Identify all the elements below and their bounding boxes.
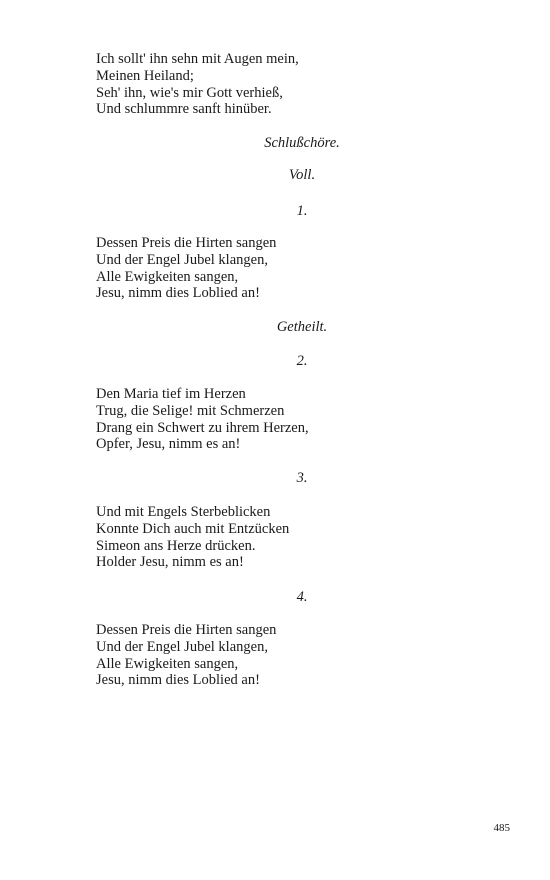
stanza-number: 2. [296,353,308,369]
verse-line: Simeon ans Herze drücken. [96,537,256,554]
stanza-number: 4. [296,589,308,605]
verse-line: Meinen Heiland; [96,67,194,84]
voice-direction-full: Voll. [288,167,316,183]
verse-line: Drang ein Schwert zu ihrem Herzen, [96,419,309,436]
verse-line: Holder Jesu, nimm es an! [96,554,244,571]
verse-line: Den Maria tief im Herzen [96,386,246,402]
verse-line: Ich sollt' ihn sehn mit Augen mein, [96,51,299,67]
page-number: 485 [493,822,510,834]
verse-line: Alle Ewigkeiten sangen, [96,655,239,672]
verse-line: Und der Engel Jubel klangen, [96,251,268,268]
verse-line: Seh' ihn, wie's mir Gott verhieß, [96,84,283,101]
stanza-1 [96,235,496,302]
verse-line: Und schlummre sanft hinüber. [96,101,272,118]
stanza-number: 1. [296,203,308,219]
verse-line: Und mit Engels Sterbeblicken [96,504,271,520]
verse-line: Und der Engel Jubel klangen, [96,638,268,655]
verse-line: Trug, die Selige! mit Schmerzen [96,402,285,419]
stanza-2 [96,386,496,453]
verse-line: Jesu, nimm dies Loblied an! [96,672,260,689]
verse-line: Jesu, nimm dies Loblied an! [96,285,260,302]
verse-line: Opfer, Jesu, nimm es an! [96,436,241,453]
stanza-4 [96,622,496,689]
verse-line: Dessen Preis die Hirten sangen [96,235,277,251]
stanza-3 [96,504,496,571]
voice-direction-divided: Getheilt. [276,319,328,335]
verse-line: Dessen Preis die Hirten sangen [96,622,277,638]
intro-stanza [96,51,496,118]
verse-line: Alle Ewigkeiten sangen, [96,268,239,285]
verse-line: Konnte Dich auch mit Entzücken [96,520,290,537]
section-title: Schlußchöre. [264,135,340,151]
stanza-number: 3. [296,470,308,486]
